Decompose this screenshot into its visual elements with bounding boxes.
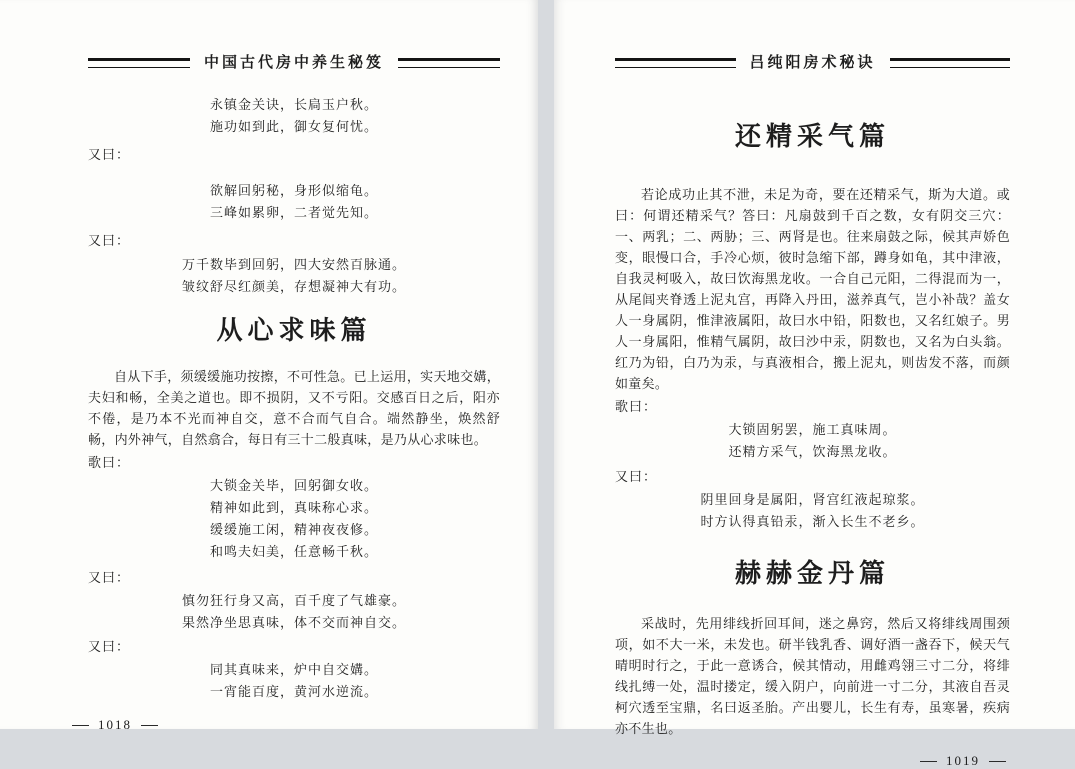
verse-line: 欲解回躬秘，身形似缩龟。 — [209, 183, 378, 198]
verse-line: 阴里回身是属阳，肾宫红液起琼浆。 — [700, 492, 925, 507]
page-number-dash — [989, 761, 1006, 762]
verse-line: 永镇金关诀，长扃玉户秋。 — [209, 97, 378, 112]
speaker-label-youyue: 又曰： — [88, 639, 131, 654]
header-rule-right — [890, 58, 1011, 68]
verse-group — [88, 94, 500, 138]
header-rule-left — [615, 58, 736, 68]
left-running-header — [88, 52, 500, 74]
right-page-number — [615, 753, 1006, 769]
verse-line: 大锁固躬罢，施工真味周。 — [728, 422, 897, 437]
speaker-label-youyue: 又曰： — [88, 233, 131, 248]
verse-line: 三峰如累卵，二者觉先知。 — [209, 205, 378, 220]
left-page — [0, 0, 538, 732]
page-number-dash — [72, 725, 89, 726]
section-title-huanjingcaiqi: 还精采气篇 — [734, 122, 890, 151]
verse-group — [88, 659, 500, 703]
verse-line: 一宵能百度，黄河水逆流。 — [209, 684, 378, 699]
header-rule-left — [88, 58, 190, 68]
verse-line: 慎勿狂行身又高，百千度了气雄豪。 — [181, 593, 406, 608]
verse-line: 和鸣夫妇美，任意畅千秋。 — [209, 544, 378, 559]
speaker-label-youyue: 又曰： — [88, 147, 131, 162]
verse-line: 时方认得真铅汞，渐入长生不老乡。 — [700, 514, 925, 529]
verse-line: 果然净坐思真味，体不交而神自交。 — [181, 615, 406, 630]
right-running-header — [615, 52, 1010, 74]
right-page — [554, 0, 1075, 768]
page-number-dash — [141, 725, 158, 726]
page-number-value: 1018 — [98, 717, 132, 732]
verse-group — [88, 180, 500, 224]
section-title-hehejindan: 赫赫金丹篇 — [734, 559, 890, 588]
verse-line: 施功如到此，御女复何忧。 — [209, 119, 378, 134]
verse-group — [88, 590, 500, 634]
left-book-title: 中国古代房中养生秘笈 — [204, 55, 385, 71]
header-rule-right — [398, 58, 500, 68]
right-book-title: 吕纯阳房术秘诀 — [749, 55, 876, 71]
right-body-paragraph-2: 采战时，先用绯线折回耳间，迷之鼻窍，然后又将绯线周围颈项，如不大一米，未发也。研半钱乳香、调好酒一盏吞下，候天气晴明时行之，于此一意诱合，候其情动，用雌鸡翎三寸二分，将绯线扎缚一处，温时搂定，缓入阴户，向前进一寸二分，其液自吾灵柯穴透至宝鼎，名曰返圣胎。产出婴儿，长生有寿，虽寒暑，疾病亦不生也。 — [615, 616, 1010, 736]
verse-line: 还精方采气，饮海黑龙收。 — [728, 444, 897, 459]
speaker-label-youyue: 又曰： — [615, 469, 658, 484]
verse-group — [615, 419, 1010, 463]
section-title-congxinqiuwei: 从心求味篇 — [216, 316, 372, 345]
page-number-dash — [920, 761, 937, 762]
verse-line: 大锁金关毕，回躬御女收。 — [209, 478, 378, 493]
page-number-value: 1019 — [946, 753, 980, 768]
speaker-label-geyue: 歌曰： — [615, 399, 658, 414]
verse-line: 万千数毕到回躬，四大安然百脉通。 — [181, 257, 406, 272]
speaker-label-youyue: 又曰： — [88, 570, 131, 585]
verse-line: 皱纹舒尽红颜美，存想凝神大有功。 — [181, 279, 406, 294]
verse-line: 缓缓施工闲，精神夜夜修。 — [209, 522, 378, 537]
verse-group — [88, 475, 500, 563]
verse-line: 精神如此到，真味称心求。 — [209, 500, 378, 515]
verse-line: 同其真味来，炉中自交媾。 — [209, 662, 378, 677]
verse-group — [88, 254, 500, 298]
left-body-paragraph: 自从下手，须缓缓施功按擦，不可性急。已上运用，实天地交媾，夫妇和畅，全美之道也。即不损阴，又不亏阳。交感百日之后，阳亦不倦，是乃本不光而神自交，意不合而气自合。端然静坐，焕然舒畅，内外神气，自然翕合，每日有三十二般真味，是乃从心求味也。 — [88, 369, 500, 447]
left-page-number — [72, 717, 500, 733]
verse-group — [615, 489, 1010, 533]
right-body-paragraph-1: 若论成功止其不泄，未足为奇，要在还精采气，斯为大道。或曰：何谓还精采气？答曰：凡扇鼓到千百之数，女有阴交三穴：一、两乳；二、两胁；三、两肾是也。往来扇鼓之际，候其声娇色变，眼慢口合，手冷心烦，彼时急缩下部，蹲身如龟，其中津液，自我灵柯吸入，故曰饮海黑龙收。一合自己元阳，二得混而为一，从尾闾夹脊透上泥丸宫，再降入丹田，滋养真气，岂小补哉？盖女人一身属阴，惟津液属阳，故曰水中铅，阳数也，又名红娘子。男人一身属阳，惟精气属阴，故曰沙中汞，阴数也，又名为白头翁。红乃为铅，白乃为汞，与真液相合，搬上泥丸，则齿发不落，而颜如童矣。 — [615, 187, 1010, 391]
speaker-label-geyue: 歌曰： — [88, 455, 131, 470]
